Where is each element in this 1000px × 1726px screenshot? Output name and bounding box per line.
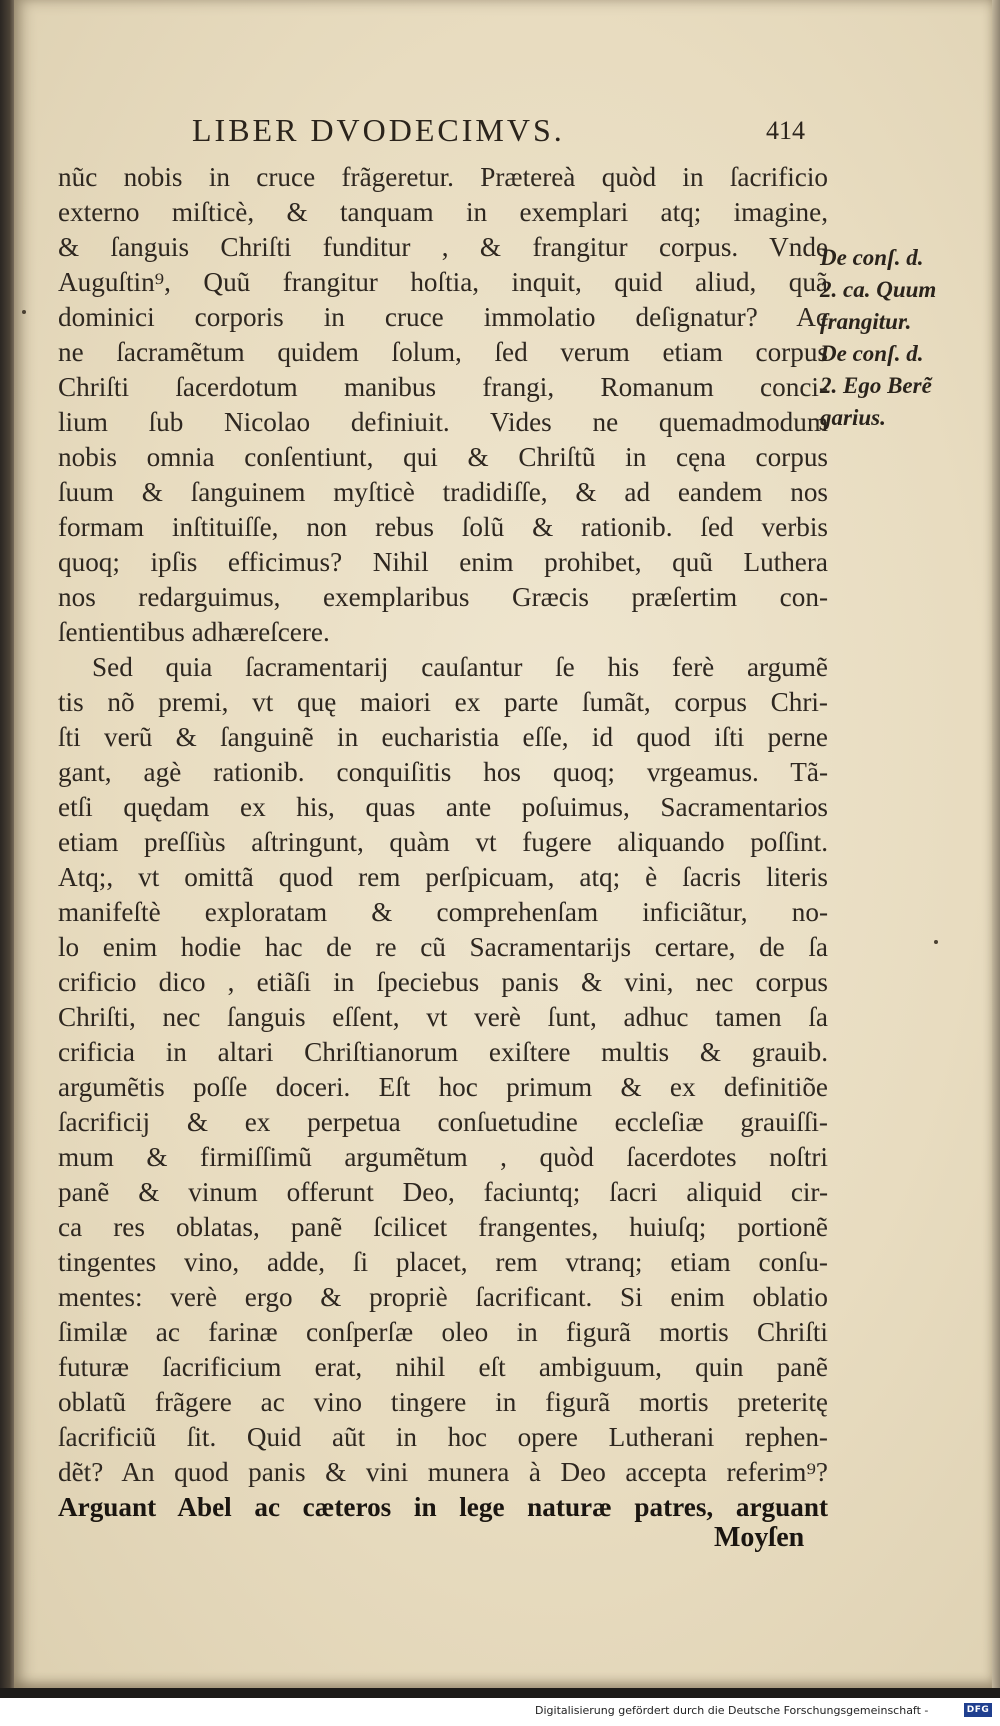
text-line: dẽt? An quod panis & vini munera à Deo accepta referim⁹? [58,1457,828,1487]
page-number: 414 [766,116,805,145]
text-line: ſentientibus adhæreſcere. [58,617,330,647]
text-line: Arguant Abel ac cæteros in lege naturæ patres, arguant [58,1492,828,1522]
marginal-note-line: garius. [820,405,886,430]
marginal-note-line: 2. ca. Quum [820,277,937,302]
catchword: Moyſen [714,1522,805,1553]
text-line: & ſanguis Chriſti funditur , & frangitur corpus. Vnde [58,232,828,262]
text-line: manifeſtè exploratam & comprehenſam inficiãtur, no- [58,897,828,927]
text-line: mum & firmiſſimũ argumẽtum , quòd ſacerdotes noſtri [58,1142,828,1172]
text-line: Auguſtin⁹, Quũ frangitur hoſtia, inquit, quid aliud, quã [58,267,828,297]
text-line: argumẽtis poſſe doceri. Eſt hoc primum & ex definitiõe [58,1072,828,1102]
text-line: ſacrificiũ ſit. Quid aũt in hoc opere Lutherani rephen- [58,1422,828,1452]
text-line: ſimilæ ac farinæ conſperſæ oleo in figurã mortis Chriſti [58,1317,828,1347]
text-line: oblatũ frãgere ac vino tingere in figurã mortis preteritę [58,1387,828,1417]
text-line: ca res oblatas, panẽ ſcilicet frangentes, huiuſq; portionẽ [58,1212,828,1242]
text-line: lo enim hodie hac de re cũ Sacramentarijs certare, de ſa [58,932,828,962]
text-line: nũc nobis in cruce frãgeretur. Prætereà quòd in ſacrificio [58,162,828,192]
text-line: crificia in altari Chriſtianorum exiſtere multis & grauib. [58,1037,828,1067]
marginal-note-line: frangitur. [820,309,912,334]
marginal-note-line: De conſ. d. [820,341,924,366]
paragraph-start-line: Sed quia ſacramentarij cauſantur ſe his ferè argumẽ [92,652,828,682]
text-line: etiam preſſiùs aſtringunt, quàm vt fugere aliquando poſſint. [58,827,828,857]
text-line: tis nõ premi, vt quę maiori ex parte ſumãt, corpus Chri- [58,687,828,717]
text-line: futuræ ſacrificium erat, nihil eſt ambiguum, quin panẽ [58,1352,828,1382]
text-line: Atq;, vt omittã quod rem perſpicuam, atq; è ſacris literis [58,862,828,892]
text-line: etſi quędam ex his, quas ante poſuimus, Sacramentarios [58,792,828,822]
text-line: ne ſacramẽtum quidem ſolum, ſed verum etiam corpus [58,337,828,367]
ink-speck [22,310,26,314]
running-head: LIBER DVODECIMVS. [192,112,565,148]
ink-speck [934,940,938,944]
digitization-credit: Digitalisierung gefördert durch die Deutsche Forschungsgemeinschaft - [535,1704,929,1717]
text-line: panẽ & vinum offerunt Deo, faciuntq; ſacri aliquid cir- [58,1177,828,1207]
text-line: quoq; ipſis efficimus? Nihil enim prohibet, quũ Luthera [58,547,828,577]
text-line: Chriſti, nec ſanguis eſſent, vt verè ſunt, adhuc tamen ſa [58,1002,828,1032]
text-line: tingentes vino, adde, ſi placet, rem vtranq; etiam conſu- [58,1247,828,1277]
text-line: dominici corporis in cruce immolatio deſignatur? Ac [58,302,828,332]
marginal-note-line: De conſ. d. [820,245,924,270]
text-line: crificio dico , etiãſi in ſpeciebus panis & vini, nec corpus [58,967,828,997]
text-line: nos redarguimus, exemplaribus Græcis præſertim con- [58,582,828,612]
text-line: ſuum & ſanguinem myſticè tradidiſſe, & ad eandem nos [58,477,828,507]
text-line: lium ſub Nicolao definiuit. Vides ne quemadmodum [58,407,828,437]
book-edge-bottom [0,1688,1000,1698]
text-line: formam inſtituiſſe, non rebus ſolũ & rationib. ſed verbis [58,512,828,542]
marginal-note-line: 2. Ego Berẽ [820,373,932,398]
text-line: ſti verũ & ſanguinẽ in eucharistia eſſe, id quod iſti perne [58,722,828,752]
body-text [58,160,828,1525]
text-line: nobis omnia conſentiunt, qui & Chriſtũ in cęna corpus [58,442,828,472]
marginal-note [820,242,970,434]
text-line: externo miſticè, & tanquam in exemplari atq; imagine, [58,197,828,227]
dfg-logo-icon: DFG [964,1703,992,1717]
text-line: Chriſti ſacerdotum manibus frangi, Romanum conci- [58,372,828,402]
book-page [14,0,992,1688]
text-line: gant, agè rationib. conquiſitis hos quoq; vrgeamus. Tã- [58,757,828,787]
text-line: ſacrificij & ex perpetua conſuetudine eccleſiæ grauiſſi- [58,1107,828,1137]
text-line: mentes: verè ergo & propriè ſacrificant. Si enim oblatio [58,1282,828,1312]
